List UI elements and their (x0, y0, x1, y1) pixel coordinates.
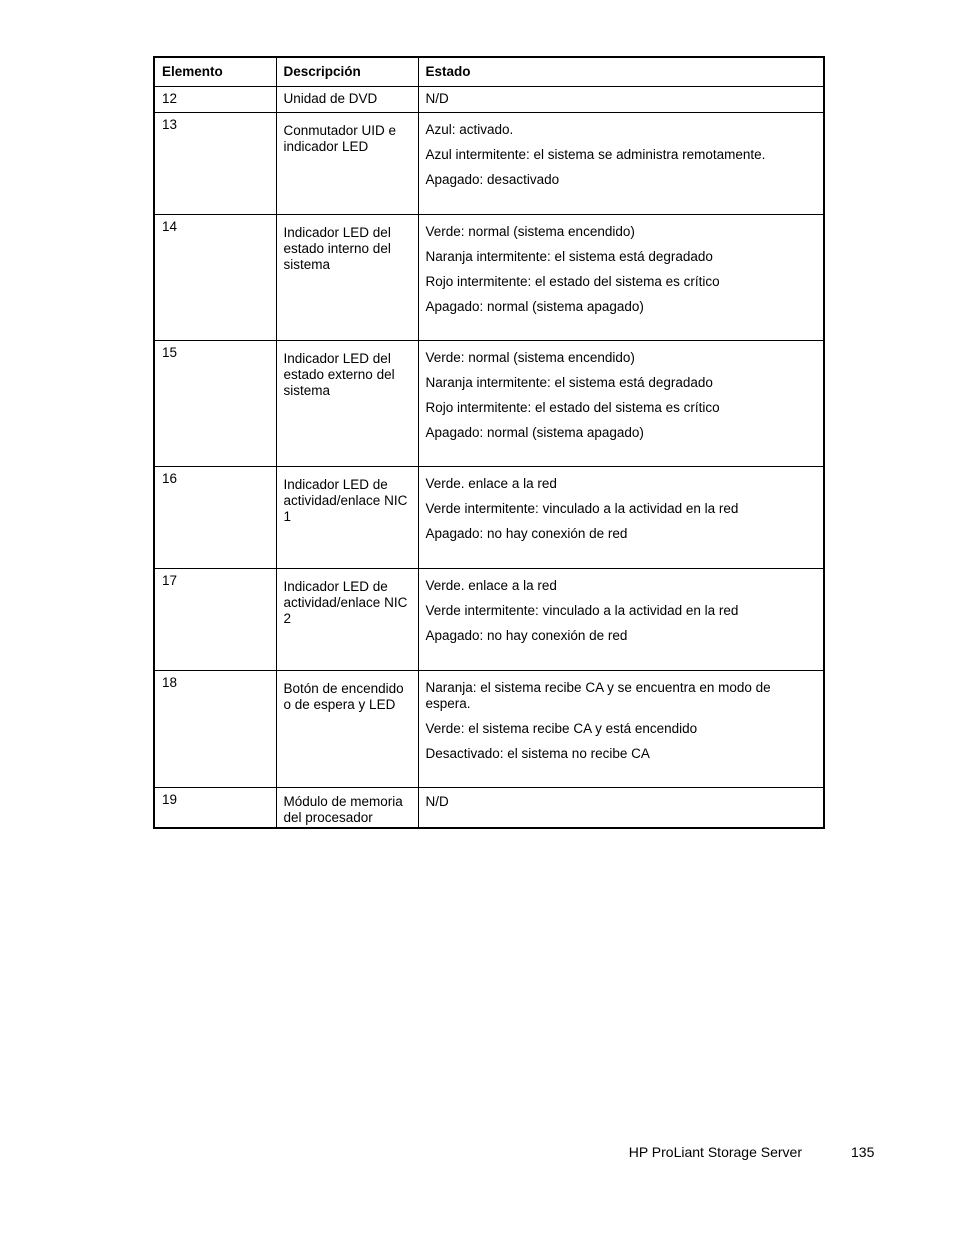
cell-descripcion: Botón de encendido o de espera y LED (276, 670, 418, 787)
table-header-row (154, 57, 824, 86)
header-estado: Estado (418, 57, 824, 86)
estado-line: Desactivado: el sistema no recibe CA (425, 745, 650, 761)
cell-estado (418, 568, 824, 670)
cell-estado (418, 340, 824, 466)
cell-elemento: 12 (154, 86, 276, 112)
estado-line: Verde intermitente: vinculado a la actividad en la red (425, 500, 739, 516)
estado-line: Azul intermitente: el sistema se administra remotamente. (425, 146, 766, 162)
cell-descripcion: Módulo de memoria del procesador (276, 787, 418, 828)
estado-line: Naranja intermitente: el sistema está degradado (425, 374, 713, 390)
estado-line: Verde: el sistema recibe CA y está encendido (425, 720, 698, 736)
table-row (154, 214, 824, 340)
table-row (154, 787, 824, 828)
cell-elemento: 19 (154, 787, 276, 828)
cell-descripcion: Unidad de DVD (276, 86, 418, 112)
footer-title: HP ProLiant Storage Server (628, 1144, 802, 1160)
estado-line: Naranja: el sistema recibe CA y se encuentra en modo de espera. (425, 679, 771, 711)
estado-line: N/D (425, 90, 449, 106)
cell-elemento: 14 (154, 214, 276, 340)
cell-descripcion: Conmutador UID e indicador LED (276, 112, 418, 214)
table-row (154, 86, 824, 112)
cell-elemento: 15 (154, 340, 276, 466)
estado-line: Apagado: desactivado (425, 171, 560, 187)
cell-descripcion: Indicador LED del estado externo del sistema (276, 340, 418, 466)
cell-estado (418, 787, 824, 828)
header-descripcion: Descripción (276, 57, 418, 86)
estado-line: Verde. enlace a la red (425, 577, 557, 593)
cell-elemento: 16 (154, 466, 276, 568)
estado-line: Verde: normal (sistema encendido) (425, 223, 635, 239)
cell-elemento: 17 (154, 568, 276, 670)
cell-estado (418, 86, 824, 112)
table-row (154, 568, 824, 670)
cell-estado (418, 214, 824, 340)
estado-line: Apagado: normal (sistema apagado) (425, 424, 644, 440)
table-row (154, 340, 824, 466)
page-number: 135 (851, 1144, 875, 1160)
header-elemento: Elemento (154, 57, 276, 86)
table-row (154, 466, 824, 568)
estado-line: Apagado: no hay conexión de red (425, 627, 628, 643)
estado-line: Rojo intermitente: el estado del sistema es crítico (425, 273, 720, 289)
table-row (154, 670, 824, 787)
estado-line: Naranja intermitente: el sistema está degradado (425, 248, 713, 264)
cell-descripcion: Indicador LED de actividad/enlace NIC 1 (276, 466, 418, 568)
estado-line: Azul: activado. (425, 121, 514, 137)
estado-line: Verde: normal (sistema encendido) (425, 349, 635, 365)
estado-line: N/D (425, 793, 449, 809)
cell-estado (418, 670, 824, 787)
led-status-table (153, 56, 825, 829)
table-body (154, 86, 824, 828)
estado-line: Apagado: normal (sistema apagado) (425, 298, 644, 314)
estado-line: Rojo intermitente: el estado del sistema es crítico (425, 399, 720, 415)
estado-line: Verde intermitente: vinculado a la actividad en la red (425, 602, 739, 618)
cell-elemento: 13 (154, 112, 276, 214)
cell-elemento: 18 (154, 670, 276, 787)
cell-descripcion: Indicador LED del estado interno del sistema (276, 214, 418, 340)
cell-estado (418, 466, 824, 568)
estado-line: Verde. enlace a la red (425, 475, 557, 491)
cell-descripcion: Indicador LED de actividad/enlace NIC 2 (276, 568, 418, 670)
estado-line: Apagado: no hay conexión de red (425, 525, 628, 541)
table-row (154, 112, 824, 214)
cell-estado (418, 112, 824, 214)
